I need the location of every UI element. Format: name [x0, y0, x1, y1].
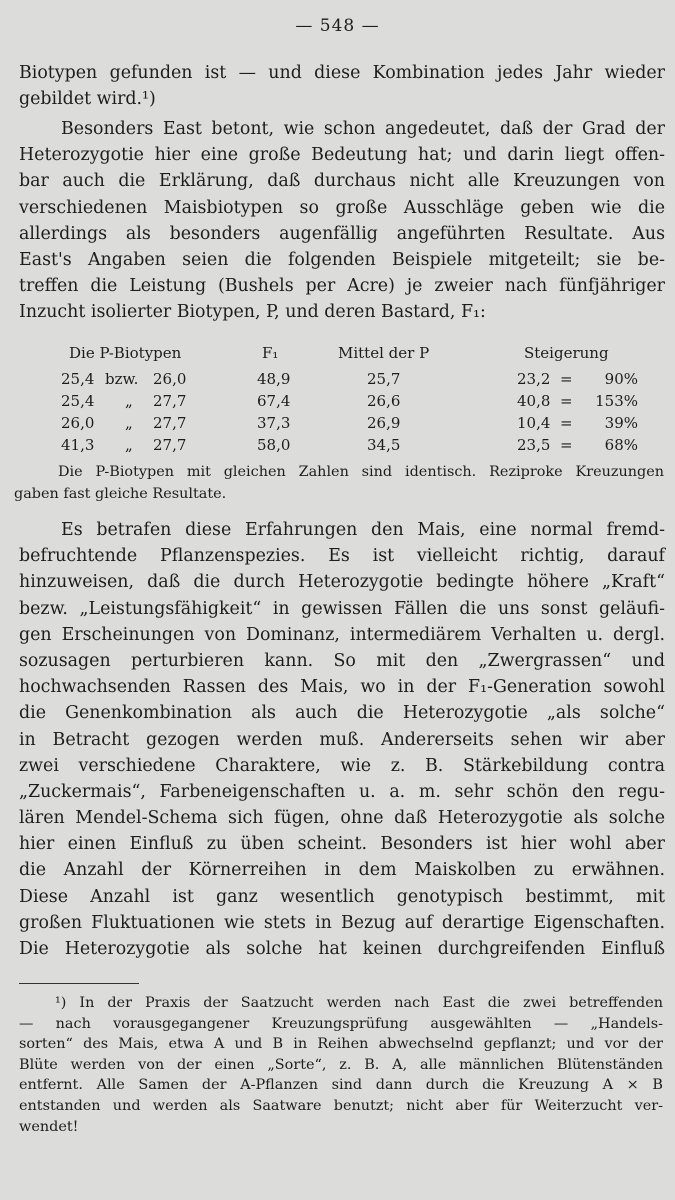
table-row: [19, 414, 665, 436]
table-cell: 68%: [604, 436, 638, 454]
table-cell: =: [560, 392, 573, 410]
caption-line: Die P-Biotypen mit gleichen Zahlen sind identisch. Reziproke Kreuzungen: [58, 464, 664, 480]
table-cell: „: [125, 414, 133, 432]
text-line: die Genenkombination als auch die Heterozygotie „als solche“: [19, 703, 665, 724]
text-line: „Zuckermais“, Farbeneigenschaften u. a. m. sehr schön den regu-: [19, 781, 665, 802]
footnote-line: Blüte werden von der einen „Sorte“, z. B. A, alle männlichen Blütenständen: [19, 1056, 663, 1073]
footnote-line: sorten“ des Mais, etwa A und B in Reihen abwechselnd gepflanzt; und vor der: [19, 1036, 663, 1053]
table-cell: 25,4: [61, 370, 95, 388]
text-line: gen Erscheinungen von Dominanz, intermediärem Verhalten u. dergl.: [19, 624, 665, 645]
table-header-p-biotypen: Die P-Biotypen: [69, 344, 182, 362]
text-line: hinzuweisen, daß die durch Heterozygotie bedingte höhere „Kraft“: [19, 572, 665, 593]
table-cell: 26,6: [367, 392, 401, 410]
table-cell: 153%: [595, 392, 638, 410]
text-line: bar auch die Erklärung, daß durchaus nicht alle Kreuzungen von: [19, 171, 665, 192]
table-cell: =: [560, 436, 573, 454]
table-cell: 26,9: [367, 414, 401, 432]
table-cell: 23,2: [517, 370, 551, 388]
text-line: in Betracht gezogen werden muß. Andererseits sehen wir aber: [19, 729, 665, 750]
table-cell: 26,0: [153, 370, 187, 388]
text-line: die Anzahl der Körnerreihen in dem Maiskolben zu erwähnen.: [19, 860, 665, 881]
table-cell: 27,7: [153, 392, 187, 410]
text-line: Inzucht isolierter Biotypen, P, und deren Bastard, F₁:: [19, 302, 486, 323]
table-cell: 25,4: [61, 392, 95, 410]
table-row: [19, 370, 665, 392]
text-line: East's Angaben seien die folgenden Beispiele mitgeteilt; sie be-: [19, 249, 665, 270]
footnote-line: entstanden und werden als Saatware benutzt; nicht aber für Weiterzucht ver-: [19, 1097, 663, 1114]
table-cell: 27,7: [153, 436, 187, 454]
table-cell: 48,9: [257, 370, 291, 388]
text-line: treffen die Leistung (Bushels per Acre) je zweier nach fünfjähriger: [19, 276, 665, 297]
text-line: großen Fluktuationen wie stets in Bezug auf derartige Eigenschaften.: [19, 912, 665, 933]
footnote-line: wendet!: [19, 1118, 79, 1135]
text-line: bezw. „Leistungsfähigkeit“ in gewissen Fällen die uns sonst geläufi-: [19, 598, 665, 619]
text-line: Besonders East betont, wie schon angedeutet, daß der Grad der: [61, 119, 665, 139]
text-line: Es betrafen diese Erfahrungen den Mais, eine normal fremd-: [61, 520, 665, 540]
table-header-f1: F₁: [262, 344, 279, 362]
table-cell: 67,4: [257, 392, 291, 410]
table-cell: 10,4: [517, 414, 551, 432]
footnote: [19, 993, 663, 1137]
table-cell: 26,0: [61, 414, 95, 432]
caption-line: gaben fast gleiche Resultate.: [14, 486, 227, 502]
table-header-steigerung: Steigerung: [524, 344, 609, 362]
text-line: verschiedenen Maisbiotypen so große Ausschläge geben wie die: [19, 197, 665, 218]
text-line: sozusagen perturbieren kann. So mit den „Zwergrassen“ und: [19, 650, 665, 671]
table-cell: bzw.: [105, 370, 139, 388]
table-caption: [14, 461, 664, 505]
table-row: [19, 392, 665, 414]
table-row: [19, 436, 665, 458]
table-cell: =: [560, 414, 573, 432]
table-cell: „: [125, 436, 133, 454]
table-cell: 25,7: [367, 370, 401, 388]
paragraph-3: [19, 517, 665, 962]
text-line: gebildet wird.¹): [19, 89, 156, 110]
footnote-line: ¹) In der Praxis der Saatzucht werden nach East die zwei betreffenden: [55, 995, 663, 1011]
text-line: hier einen Einfluß zu üben scheint. Besonders ist hier wohl aber: [19, 834, 665, 855]
page-number: — 548 —: [295, 16, 380, 36]
table-header-mittel: Mittel der P: [338, 344, 430, 362]
footnote-line: — nach vorausgegangener Kreuzungsprüfung ausgewählten — „Handels-: [19, 1015, 663, 1032]
table-cell: 27,7: [153, 414, 187, 432]
table-cell: 41,3: [61, 436, 95, 454]
text-line: Biotypen gefunden ist — und diese Kombination jedes Jahr wieder: [19, 63, 665, 83]
text-line: zwei verschiedene Charaktere, wie z. B. Stärkebildung contra: [19, 755, 665, 776]
footnote-line: entfernt. Alle Samen der A-Pflanzen sind dann durch die Kreuzung A × B: [19, 1077, 663, 1094]
table-cell: 37,3: [257, 414, 291, 432]
table-cell: 40,8: [517, 392, 551, 410]
table-cell: 34,5: [367, 436, 401, 454]
text-line: Diese Anzahl ist ganz wesentlich genotypisch bestimmt, mit: [19, 886, 665, 907]
paragraph-2: [19, 116, 665, 326]
table-cell: 39%: [604, 414, 638, 432]
table-cell: „: [125, 392, 133, 410]
table-cell: =: [560, 370, 573, 388]
footnote-divider: [19, 983, 139, 984]
table-cell: 58,0: [257, 436, 291, 454]
text-line: Heterozygotie hier eine große Bedeutung hat; und darin liegt offen-: [19, 145, 665, 166]
paragraph-1: [19, 60, 665, 112]
table-cell: 23,5: [517, 436, 551, 454]
text-line: Die Heterozygotie als solche hat keinen durchgreifenden Einfluß: [19, 939, 665, 959]
text-line: lären Mendel-Schema sich fügen, ohne daß Heterozygotie als solche: [19, 808, 665, 829]
table-cell: 90%: [604, 370, 638, 388]
text-line: befruchtende Pflanzenspezies. Es ist vielleicht richtig, darauf: [19, 546, 665, 567]
text-line: hochwachsenden Rassen des Mais, wo in der F₁-Generation sowohl: [19, 677, 665, 698]
text-line: allerdings als besonders augenfällig angeführten Resultate. Aus: [19, 223, 665, 244]
